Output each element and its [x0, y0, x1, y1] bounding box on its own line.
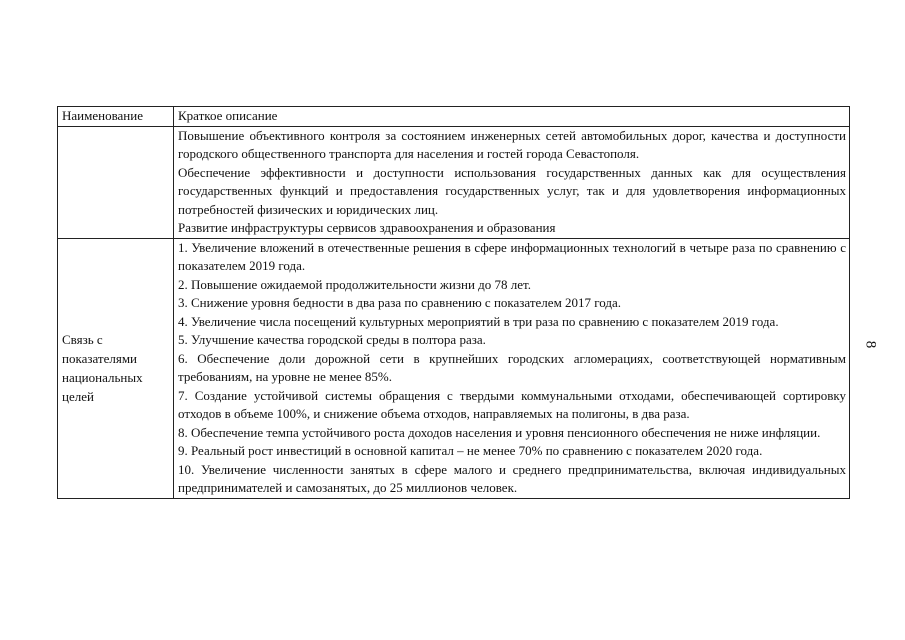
goal-item: 9. Реальный рост инвестиций в основной капитал – не менее 70% по сравнению с показателем 2020 года.: [178, 443, 763, 458]
table-row: [58, 126, 850, 238]
row1-description-cell: [174, 126, 850, 238]
goal-item: 1. Увеличение вложений в отечественные решения в сфере информационных технологий в четыре раза по сравнению с показателем 2019 года.: [178, 239, 846, 273]
description-table: [57, 106, 850, 499]
goal-item: 6. Обеспечение доли дорожной сети в крупнейших городских агломерациях, соответствующей нормативным требованиям, на уровне не менее 85%.: [178, 350, 846, 384]
table-row: [58, 238, 850, 498]
table-header-row: [58, 107, 850, 127]
goal-item: 3. Снижение уровня бедности в два раза по сравнению с показателем 2017 года.: [178, 295, 622, 310]
header-description-cell: Краткое описание: [174, 107, 850, 127]
goal-item: 4. Увеличение числа посещений культурных мероприятий в три раза по сравнению с показателем 2019 года.: [178, 313, 779, 329]
row2-name-cell: Связь с показателями национальных целей: [58, 238, 174, 498]
row1-paragraph: Обеспечение эффективности и доступности использования государственных данных как для осуществления государственных функций и предоставления государственных услуг, так и для удовлетворения информационных потребностей физических и юридических лиц.: [178, 164, 846, 217]
row2-description-cell: [174, 238, 850, 498]
row1-paragraph: Развитие инфраструктуры сервисов здравоохранения и образования: [178, 220, 556, 235]
row1-name-cell: [58, 126, 174, 238]
goal-item: 8. Обеспечение темпа устойчивого роста доходов населения и уровня пенсионного обеспечения не ниже инфляции.: [178, 424, 821, 440]
goal-item: 2. Повышение ожидаемой продолжительности жизни до 78 лет.: [178, 276, 531, 292]
row1-paragraph: Повышение объективного контроля за состоянием инженерных сетей автомобильных дорог, качества и доступности городского общественного транспорта для населения и гостей города Севастополя.: [178, 127, 846, 161]
goal-item: 7. Создание устойчивой системы обращения с твердыми коммунальными отходами, обеспечивающей сортировку отходов в объеме 100%, и снижение объема отходов, направляемых на полигоны, в два раза.: [178, 387, 846, 421]
header-name-cell: Наименование: [58, 107, 174, 127]
page-number: 8: [862, 340, 879, 349]
goal-item: 5. Улучшение качества городской среды в полтора раза.: [178, 332, 486, 347]
goal-item: 10. Увеличение численности занятых в сфере малого и среднего предпринимательства, включая индивидуальных предпринимателей и самозанятых, до 25 миллионов человек.: [178, 461, 846, 495]
